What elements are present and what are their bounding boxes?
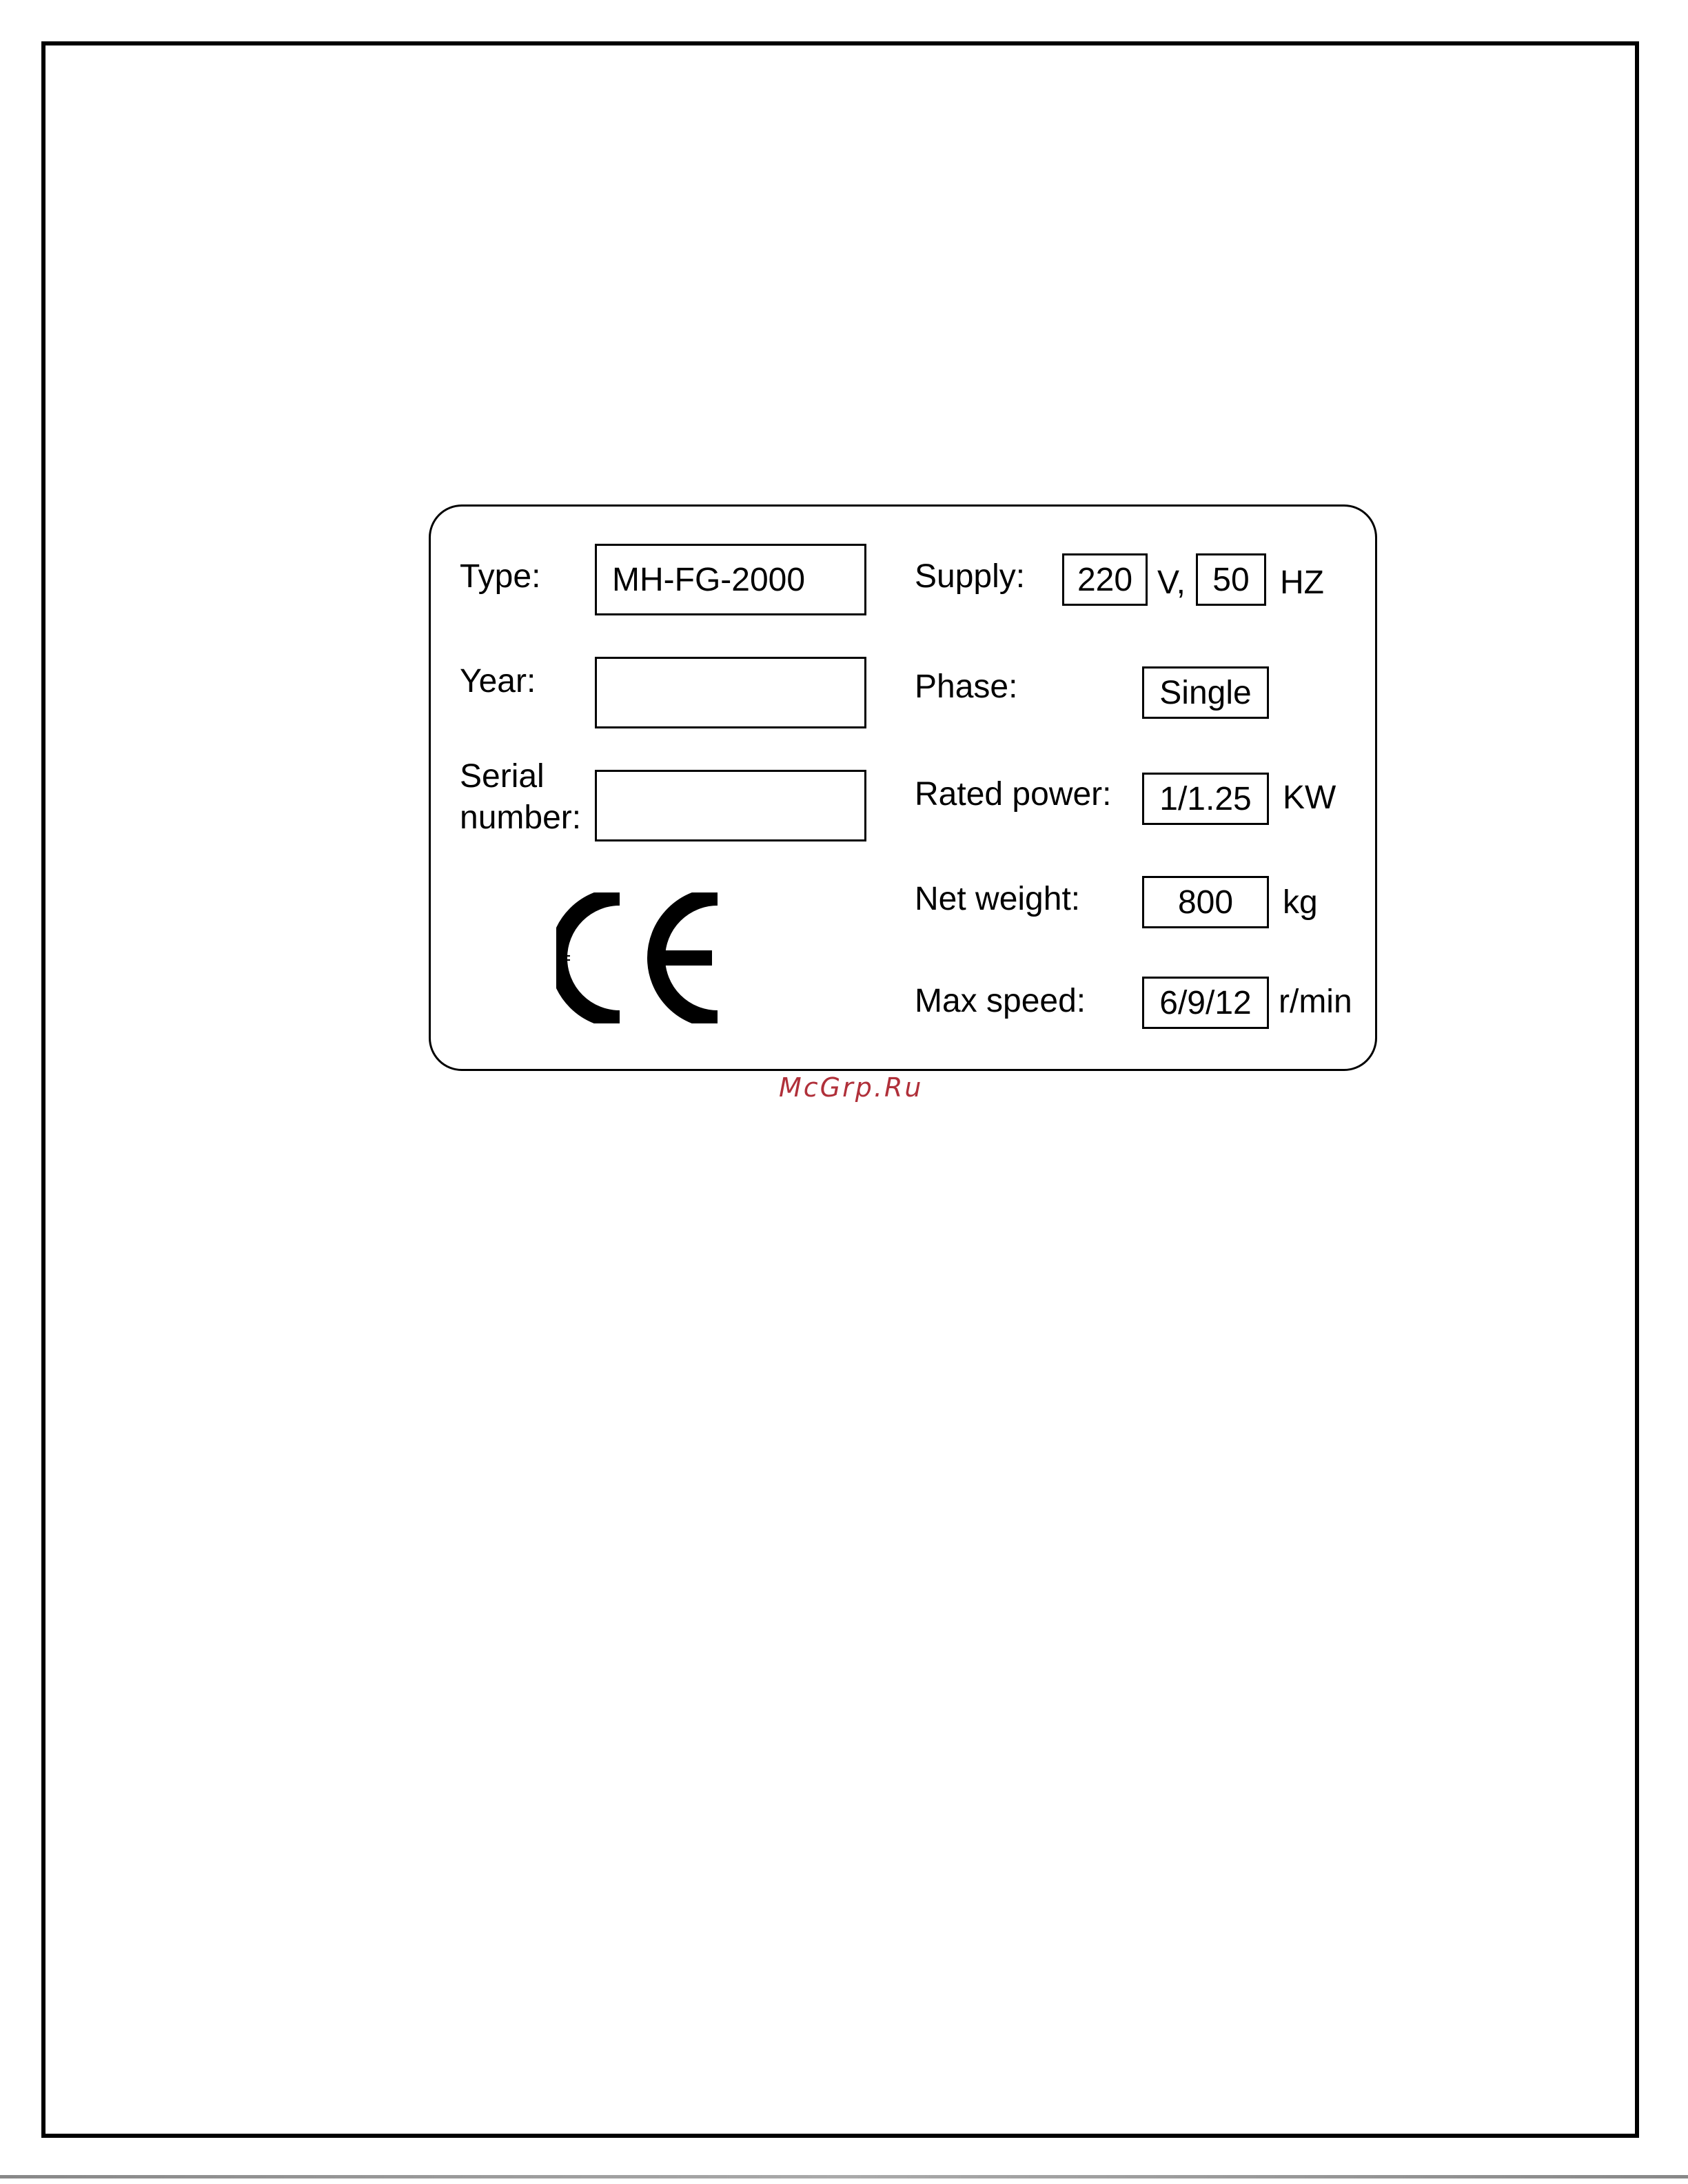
phase-label: Phase: xyxy=(915,669,1018,705)
watermark-text: McGrp.Ru xyxy=(779,1072,924,1103)
max-speed-value: 6/9/12 xyxy=(1159,984,1252,1021)
machine-nameplate xyxy=(429,504,1377,1071)
year-label: Year: xyxy=(460,663,536,700)
type-value: MH-FG-2000 xyxy=(612,561,806,598)
type-label: Type: xyxy=(460,558,541,595)
rated-power-value-box xyxy=(1142,773,1269,825)
net-weight-label: Net weight: xyxy=(915,881,1081,917)
supply-voltage-box xyxy=(1062,553,1148,606)
max-speed-value-box xyxy=(1142,977,1269,1029)
phase-value-box xyxy=(1142,666,1269,719)
serial-label-line2: number: xyxy=(460,799,582,836)
max-speed-label: Max speed: xyxy=(915,983,1086,1019)
supply-frequency-value: 50 xyxy=(1212,561,1250,598)
phase-value: Single xyxy=(1159,674,1252,711)
rated-power-unit: KW xyxy=(1283,779,1336,816)
net-weight-unit: kg xyxy=(1283,884,1318,921)
ce-mark-logo xyxy=(556,892,735,1023)
bottom-rule xyxy=(0,2175,1688,2178)
supply-label: Supply: xyxy=(915,558,1026,595)
supply-voltage-unit: V, xyxy=(1157,564,1186,601)
net-weight-value-box xyxy=(1142,876,1269,928)
rated-power-value: 1/1.25 xyxy=(1159,780,1252,817)
serial-label-line1: Serial xyxy=(460,758,545,795)
net-weight-value: 800 xyxy=(1177,884,1234,921)
type-value-box xyxy=(595,544,866,615)
year-value-box xyxy=(595,657,866,728)
max-speed-unit: r/min xyxy=(1279,983,1352,1020)
serial-value-box xyxy=(595,770,866,841)
supply-frequency-unit: HZ xyxy=(1280,564,1324,601)
rated-power-label: Rated power: xyxy=(915,776,1112,813)
supply-voltage-value: 220 xyxy=(1077,561,1133,598)
supply-frequency-box xyxy=(1196,553,1266,606)
